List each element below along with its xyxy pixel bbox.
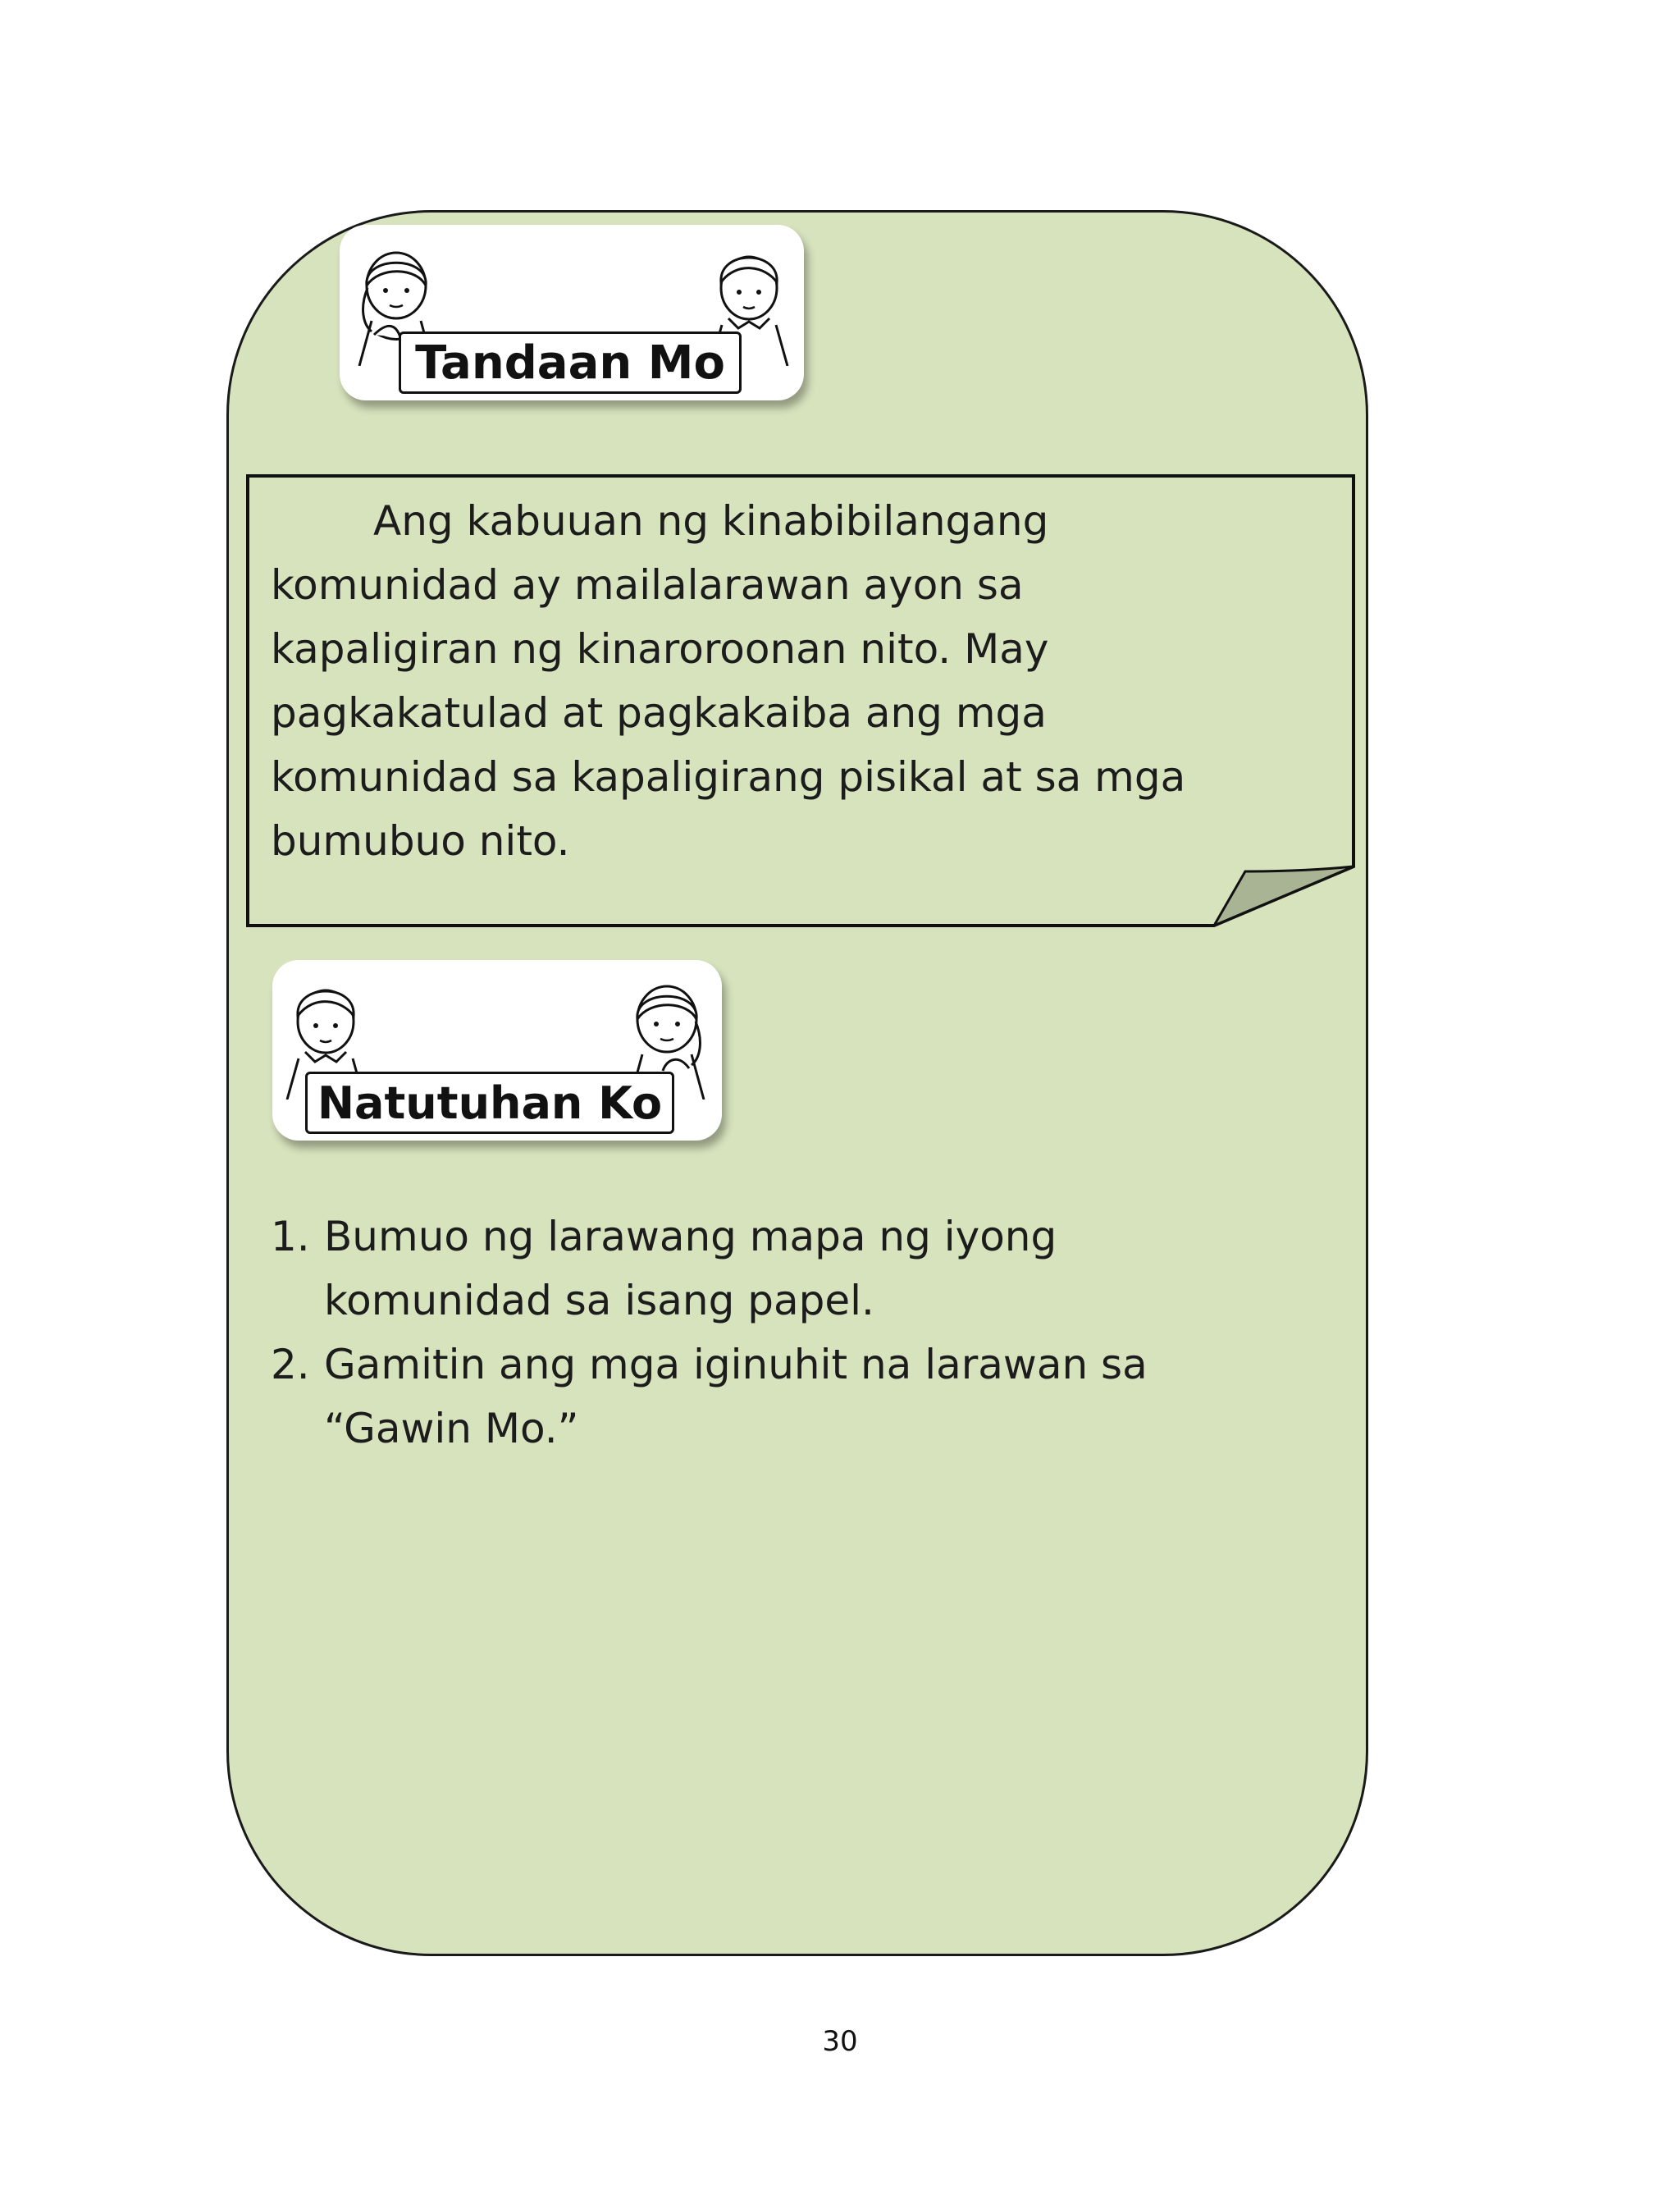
tandaan-mo-badge: [340, 225, 804, 400]
page-number: 30: [822, 2025, 858, 2058]
note-line: bumubuo nito.: [271, 817, 570, 865]
list-item-number: 1.: [271, 1213, 310, 1260]
note-line: pagkakatulad at pagkakaiba ang mga: [271, 689, 1047, 737]
note-line: Ang kabuuan ng kinabibilangang: [373, 497, 1049, 545]
tandaan-mo-label: Tandaan Mo: [399, 331, 742, 394]
note-line: komunidad sa kapaligirang pisikal at sa mga: [271, 753, 1186, 801]
list-item-number: 2.: [271, 1341, 310, 1388]
list-item-line: Gamitin ang mga iginuhit na larawan sa: [324, 1341, 1148, 1388]
activity-list: [271, 1205, 1337, 1461]
note-box: [246, 474, 1355, 927]
list-item-line: Bumuo ng larawang mapa ng iyong: [324, 1213, 1057, 1260]
natutuhan-ko-badge: [272, 960, 722, 1141]
list-item: [271, 1205, 1337, 1333]
list-item-line: “Gawin Mo.”: [324, 1405, 579, 1452]
list-item: [271, 1333, 1337, 1461]
natutuhan-ko-label: Natutuhan Ko: [305, 1072, 674, 1134]
note-text: [271, 489, 1337, 873]
note-line: komunidad ay mailalarawan ayon sa: [271, 561, 1024, 609]
list-item-line: komunidad sa isang papel.: [324, 1277, 874, 1324]
note-line: kapaligiran ng kinaroroonan nito. May: [271, 625, 1049, 673]
